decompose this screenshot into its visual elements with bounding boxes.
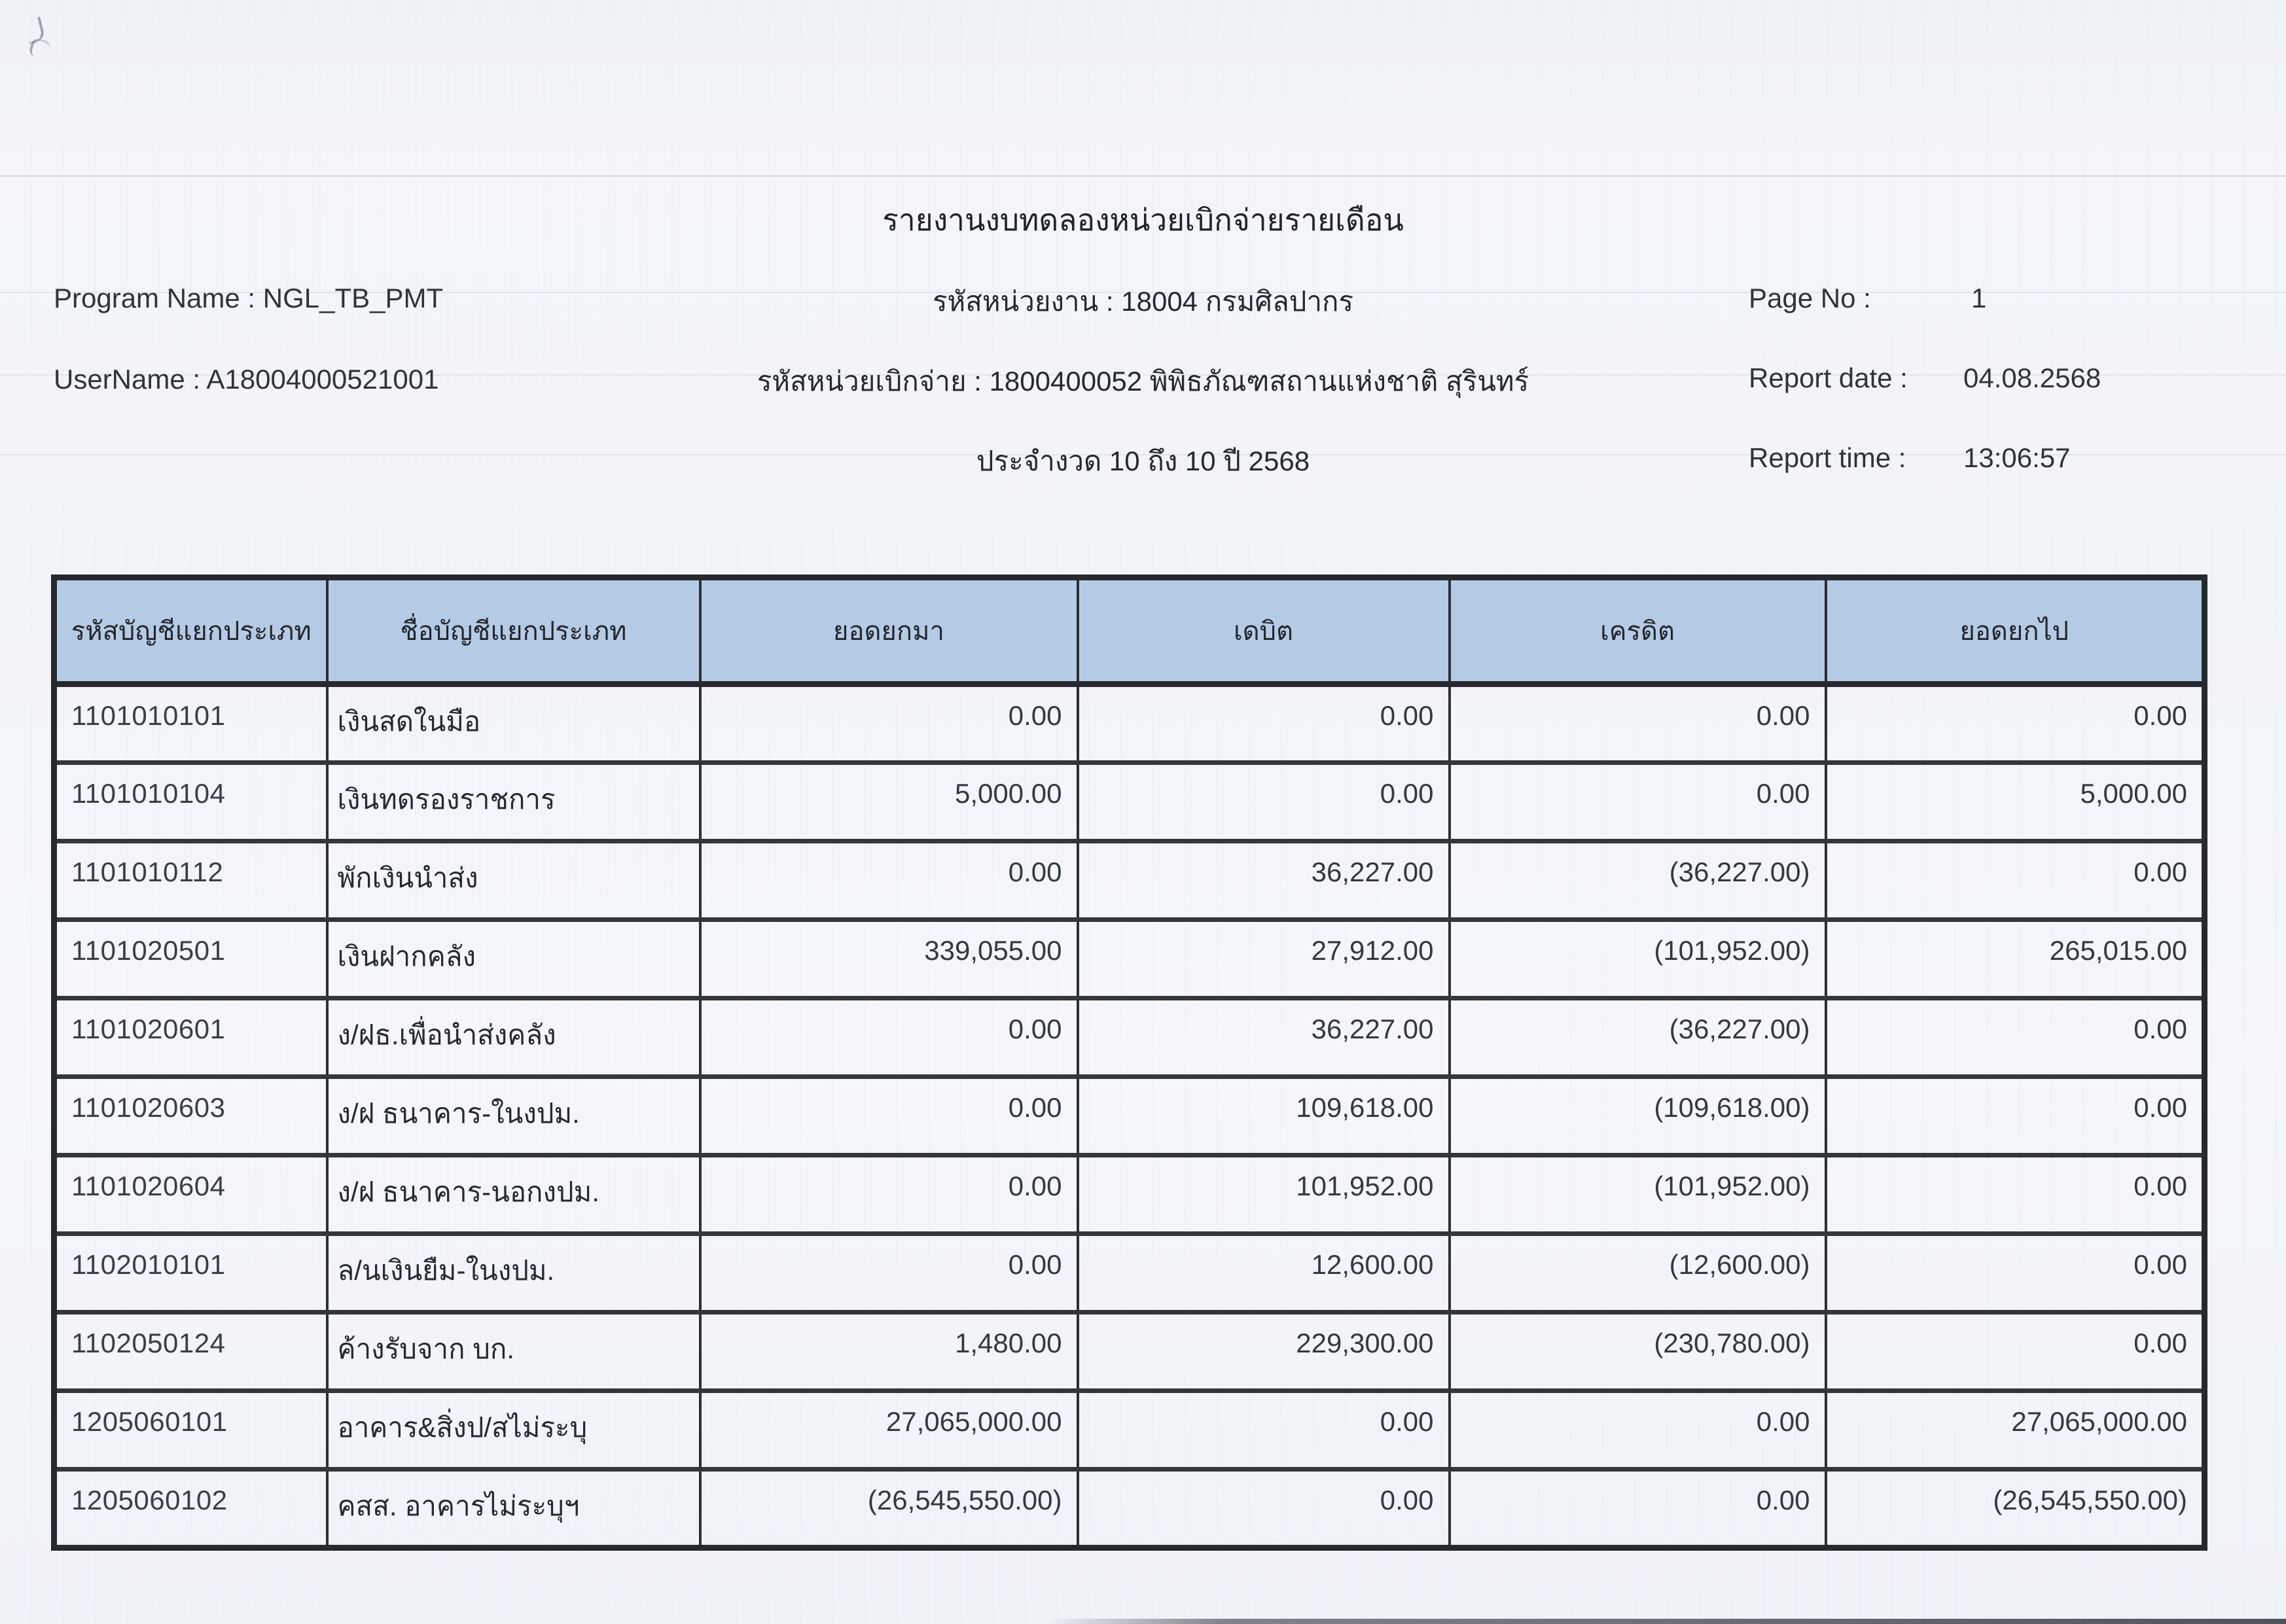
report-time-label: Report time : [1749, 442, 1906, 473]
cell-debit: 0.00 [1078, 763, 1450, 841]
cell-opening-balance: (26,545,550.00) [700, 1470, 1078, 1548]
cell-credit: (36,227.00) [1450, 998, 1826, 1077]
cell-debit: 229,300.00 [1078, 1313, 1450, 1391]
cell-closing-balance: 265,015.00 [1826, 920, 2205, 998]
cell-opening-balance: 27,065,000.00 [700, 1391, 1078, 1470]
cell-closing-balance: 0.00 [1826, 998, 2205, 1077]
cell-account-code: 1205060102 [54, 1470, 327, 1548]
cell-account-code: 1102050124 [54, 1313, 327, 1391]
cell-closing-balance: 27,065,000.00 [1826, 1391, 2205, 1470]
table-header [54, 578, 2205, 684]
report-date-label: Report date : [1749, 362, 1908, 393]
cell-account-code: 1101020603 [54, 1077, 327, 1156]
cell-account-name: ง/ฝ ธนาคาร-ในงปม. [327, 1077, 700, 1156]
cell-account-code: 1101020601 [54, 998, 327, 1077]
cell-credit: 0.00 [1450, 1470, 1826, 1548]
column-header-closing-balance: ยอดยกไป [1826, 578, 2205, 684]
cell-opening-balance: 339,055.00 [700, 920, 1078, 998]
cell-account-name: ง/ฝ ธนาคาร-นอกงปม. [327, 1156, 700, 1234]
cell-account-name: คสส. อาคารไม่ระบุฯ [327, 1470, 700, 1548]
table-row [54, 998, 2205, 1077]
table-body [54, 684, 2205, 1548]
column-header-credit: เครดิต [1450, 578, 1826, 684]
table-row [54, 1156, 2205, 1234]
cell-closing-balance: 0.00 [1826, 1077, 2205, 1156]
cell-credit: (101,952.00) [1450, 920, 1826, 998]
table-row [54, 1470, 2205, 1548]
table-row [54, 1234, 2205, 1313]
table-row [54, 1077, 2205, 1156]
cell-debit: 27,912.00 [1078, 920, 1450, 998]
cell-closing-balance: 0.00 [1826, 1313, 2205, 1391]
cell-account-code: 1205060101 [54, 1391, 327, 1470]
column-header-opening-balance: ยอดยกมา [700, 578, 1078, 684]
cell-debit: 0.00 [1078, 1391, 1450, 1470]
scan-artifact-line [0, 175, 2286, 177]
cell-account-code: 1101010112 [54, 841, 327, 920]
report-time-value: 13:06:57 [1963, 442, 2071, 473]
disbursement-line: รหัสหน่วยเบิกจ่าย : 1800400052 พิพิธภัณฑสถานแห่งชาติ สุรินทร์ [757, 366, 1529, 397]
cell-closing-balance: (26,545,550.00) [1826, 1470, 2205, 1548]
cell-closing-balance: 0.00 [1826, 1156, 2205, 1234]
username-line: UserName : A18004000521001 [54, 364, 439, 395]
table-row [54, 1391, 2205, 1470]
scan-bottom-edge [1047, 1619, 2286, 1624]
cell-credit: (109,618.00) [1450, 1077, 1826, 1156]
table-row [54, 841, 2205, 920]
cell-account-name: ง/ฝธ.เพื่อนำส่งคลัง [327, 998, 700, 1077]
table-row [54, 684, 2205, 763]
page-no-label: Page No : [1749, 283, 1871, 313]
cell-account-name: เงินทดรองราชการ [327, 763, 700, 841]
cell-credit: (12,600.00) [1450, 1234, 1826, 1313]
cell-opening-balance: 0.00 [700, 684, 1078, 763]
cell-credit: (36,227.00) [1450, 841, 1826, 920]
cell-account-name: อาคาร&สิ่งป/สไม่ระบุ [327, 1391, 700, 1470]
cell-account-code: 1102010101 [54, 1234, 327, 1313]
cell-opening-balance: 1,480.00 [700, 1313, 1078, 1391]
page-no-value: 1 [1971, 283, 1987, 313]
cell-account-code: 1101010101 [71, 700, 226, 731]
cell-account-code: 1101020501 [54, 920, 327, 998]
cell-account-code: 1101020604 [54, 1156, 327, 1234]
cell-closing-balance: 0.00 [1826, 841, 2205, 920]
table-row [54, 920, 2205, 998]
cell-debit: 0.00 [1078, 1470, 1450, 1548]
header-row [54, 578, 2205, 684]
cell-closing-balance: 0.00 [1826, 684, 2205, 763]
cell-account-name: เงินฝากคลัง [327, 920, 700, 998]
column-header-account-name: ชื่อบัญชีแยกประเภท [327, 578, 700, 684]
cell-credit: 0.00 [1450, 763, 1826, 841]
cell-account-name: พักเงินนำส่ง [327, 841, 700, 920]
cell-opening-balance: 0.00 [700, 1077, 1078, 1156]
cell-opening-balance: 5,000.00 [700, 763, 1078, 841]
trial-balance-table [51, 574, 2207, 1551]
table-row [54, 763, 2205, 841]
cell-debit: 36,227.00 [1078, 998, 1450, 1077]
cell-closing-balance: 5,000.00 [1826, 763, 2205, 841]
column-header-account-code: รหัสบัญชีแยกประเภท [54, 578, 327, 684]
column-header-debit: เดบิต [1078, 578, 1450, 684]
cell-credit: 0.00 [1450, 684, 1826, 763]
cell-credit: 0.00 [1450, 1391, 1826, 1470]
cell-debit: 12,600.00 [1078, 1234, 1450, 1313]
trial-balance-table-wrap [51, 574, 2207, 1551]
report-title: รายงานงบทดลองหน่วยเบิกจ่ายรายเดือน [882, 203, 1404, 237]
cell-account-name: ล/นเงินยืม-ในงปม. [327, 1234, 700, 1313]
cell-credit: (230,780.00) [1450, 1313, 1826, 1391]
table-row [54, 1313, 2205, 1391]
cell-credit: (101,952.00) [1450, 1156, 1826, 1234]
program-name-line: Program Name : NGL_TB_PMT [54, 283, 444, 313]
agency-line: รหัสหน่วยงาน : 18004 กรมศิลปากร [932, 286, 1354, 317]
cell-account-name: ค้างรับจาก บก. [327, 1313, 700, 1391]
cell-opening-balance: 0.00 [700, 998, 1078, 1077]
cell-debit: 36,227.00 [1078, 841, 1450, 920]
cell-debit: 109,618.00 [1078, 1077, 1450, 1156]
cell-opening-balance: 0.00 [700, 1156, 1078, 1234]
cell-debit: 101,952.00 [1078, 1156, 1450, 1234]
cell-closing-balance: 0.00 [1826, 1234, 2205, 1313]
cell-account-name: เงินสดในมือ [327, 684, 700, 763]
cell-opening-balance: 0.00 [700, 841, 1078, 920]
cell-account-code: 1101010104 [54, 763, 327, 841]
cell-debit: 0.00 [1078, 684, 1450, 763]
period-line: ประจำงวด 10 ถึง 10 ปี 2568 [976, 446, 1310, 476]
cell-opening-balance: 0.00 [700, 1234, 1078, 1313]
report-date-value: 04.08.2568 [1963, 362, 2101, 393]
